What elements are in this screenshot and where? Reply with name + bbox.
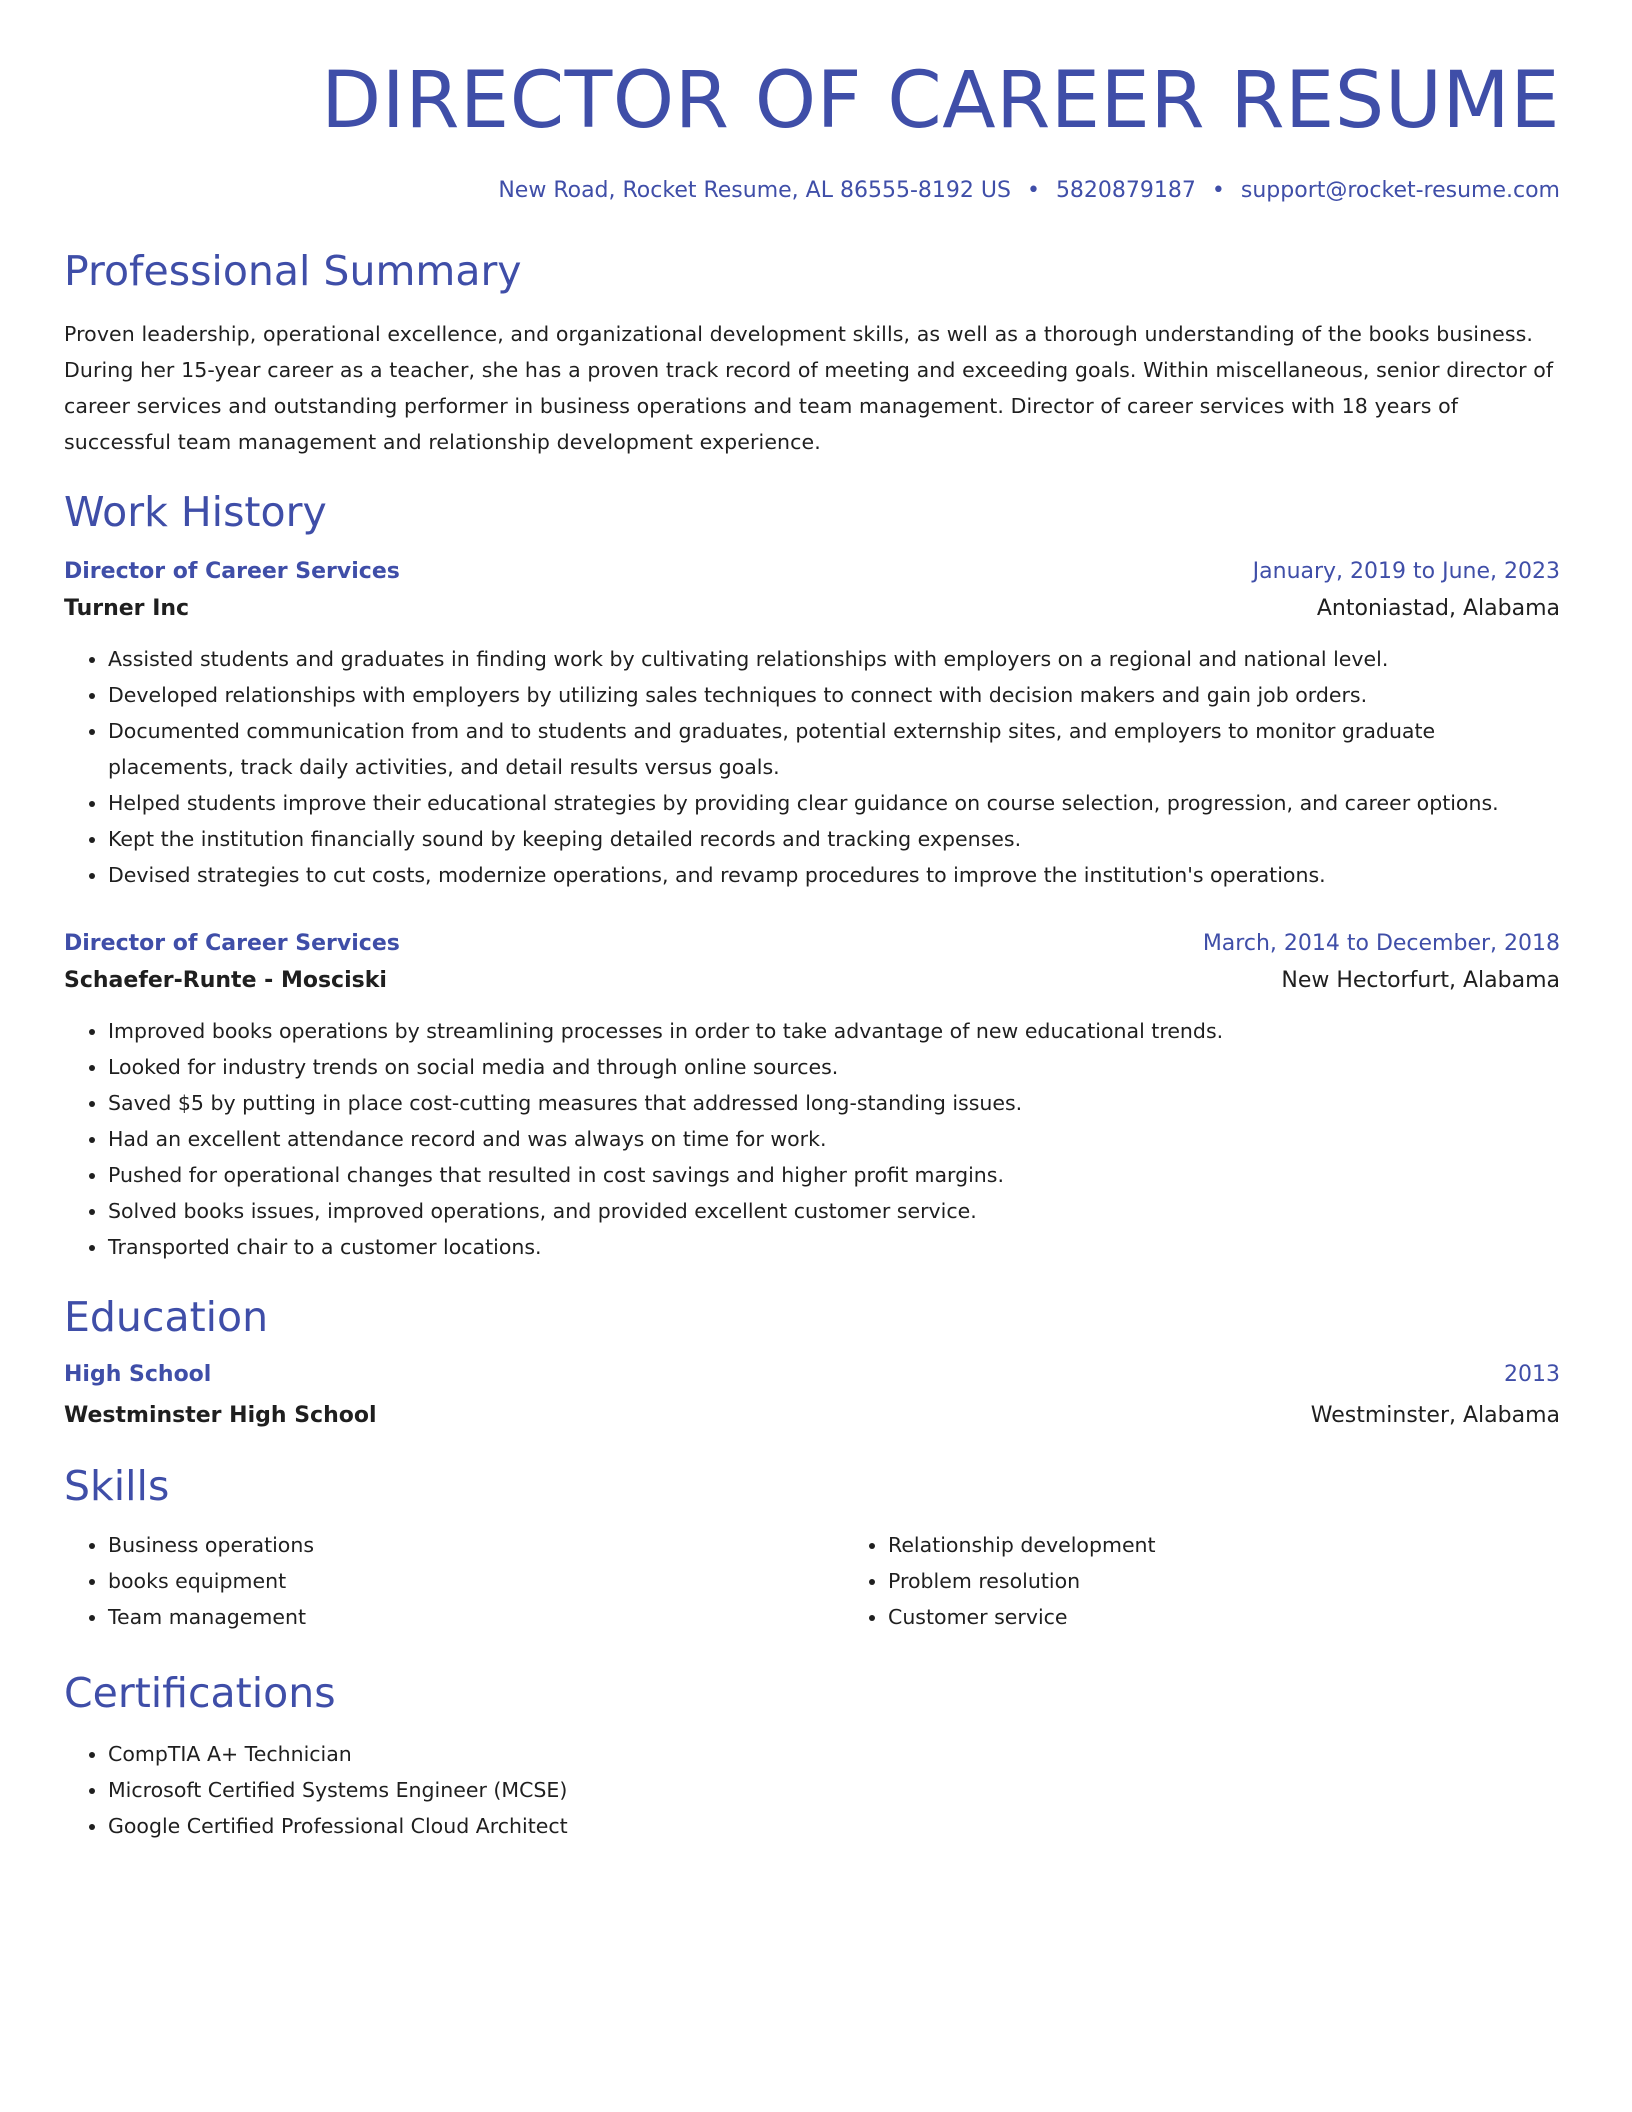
skill-item: • Customer service	[888, 1599, 1624, 1635]
job-company-row	[64, 968, 1560, 993]
skills-column-right	[844, 1527, 1624, 1635]
job-company: Schaefer-Runte - Mosciski	[64, 968, 387, 994]
job-bullet: • Saved $5 by putting in place cost-cutting measures that addressed long-standing issues.	[108, 1085, 1560, 1121]
job-bullets	[64, 1013, 1560, 1265]
job-title: Director of Career Services	[64, 559, 400, 585]
education-heading: Education	[64, 1293, 269, 1342]
resume-page	[64, 0, 1560, 1844]
job-bullet: • Kept the institution financially sound by keeping detailed records and tracking expenses.	[108, 821, 1560, 857]
job-bullet: • Developed relationships with employers by utilizing sales techniques to connect with decision makers and gain job orders.	[108, 677, 1560, 713]
education-degree-row	[64, 1362, 1560, 1387]
job-dates: January, 2019 to June, 2023	[1252, 559, 1560, 585]
job-company-row	[64, 596, 1560, 621]
summary-text: Proven leadership, operational excellence, and organizational development skills, as well as a thorough understanding of the books business. During her 15-year career as a teacher, she has a proven track record of meeting and exceeding goals. Within miscellaneous, senior director of career services and outstanding performer in business operations and team management. Director of career services with 18 years of successful team management and relationship development experience.	[64, 322, 1554, 455]
skills-column-left	[64, 1527, 844, 1635]
education-location: Westminster, Alabama	[1310, 1403, 1560, 1429]
job-bullet: • Looked for industry trends on social media and through online sources.	[108, 1049, 1560, 1085]
certifications-heading: Certifications	[64, 1669, 336, 1718]
skill-item: • Problem resolution	[888, 1563, 1624, 1599]
education-school: Westminster High School	[64, 1403, 377, 1429]
job-bullet: • Devised strategies to cut costs, modernize operations, and revamp procedures to improve the institution's operations.	[108, 857, 1560, 893]
resume-title: DIRECTOR OF CAREER RESUME	[321, 56, 1560, 146]
contact-email: support@rocket-resume.com	[1240, 178, 1560, 203]
skill-item: • Relationship development	[888, 1527, 1624, 1563]
work-history-heading: Work History	[64, 488, 327, 537]
job-bullets	[64, 641, 1560, 893]
summary-heading: Professional Summary	[64, 247, 522, 295]
contact-phone: 5820879187	[1055, 178, 1196, 203]
certification-item: • Microsoft Certified Systems Engineer (MCSE)	[108, 1772, 1560, 1808]
job-bullet: • Pushed for operational changes that resulted in cost savings and higher profit margins.	[108, 1157, 1560, 1193]
job-bullet: • Documented communication from and to students and graduates, potential externship sites, and employers to monitor graduate placements, track daily activities, and detail results versus goals.	[108, 713, 1560, 785]
job-entry	[64, 931, 1560, 1265]
education-school-row	[64, 1403, 1560, 1428]
education-year: 2013	[1504, 1362, 1560, 1388]
job-location: New Hectorfurt, Alabama	[1281, 968, 1560, 994]
job-entry	[64, 559, 1560, 893]
certifications-list	[64, 1736, 1560, 1844]
job-bullet: • Assisted students and graduates in finding work by cultivating relationships with employers on a regional and national level.	[108, 641, 1560, 677]
job-title: Director of Career Services	[64, 931, 400, 957]
job-bullet: • Helped students improve their educational strategies by providing clear guidance on course selection, progression, and career options.	[108, 785, 1560, 821]
skill-item: • books equipment	[108, 1563, 844, 1599]
job-bullet: • Solved books issues, improved operations, and provided excellent customer service.	[108, 1193, 1560, 1229]
job-bullet: • Transported chair to a customer locations.	[108, 1229, 1560, 1265]
job-dates: March, 2014 to December, 2018	[1202, 931, 1560, 957]
contact-address: New Road, Rocket Resume, AL 86555-8192 US	[498, 178, 1011, 203]
certification-item: • Google Certified Professional Cloud Architect	[108, 1808, 1560, 1844]
contact-separator: •	[1026, 178, 1040, 203]
job-company: Turner Inc	[64, 596, 190, 622]
skill-item: • Team management	[108, 1599, 844, 1635]
job-title-row	[64, 931, 1560, 956]
job-location: Antoniastad, Alabama	[1316, 596, 1560, 622]
job-bullet: • Improved books operations by streamlining processes in order to take advantage of new educational trends.	[108, 1013, 1560, 1049]
contact-line	[64, 178, 1560, 203]
skill-item: • Business operations	[108, 1527, 844, 1563]
certification-item: • CompTIA A+ Technician	[108, 1736, 1560, 1772]
job-bullet: • Had an excellent attendance record and was always on time for work.	[108, 1121, 1560, 1157]
job-title-row	[64, 559, 1560, 584]
education-degree: High School	[64, 1362, 212, 1388]
skills-grid	[64, 1527, 1560, 1635]
contact-separator: •	[1211, 178, 1225, 203]
skills-heading: Skills	[64, 1462, 170, 1511]
